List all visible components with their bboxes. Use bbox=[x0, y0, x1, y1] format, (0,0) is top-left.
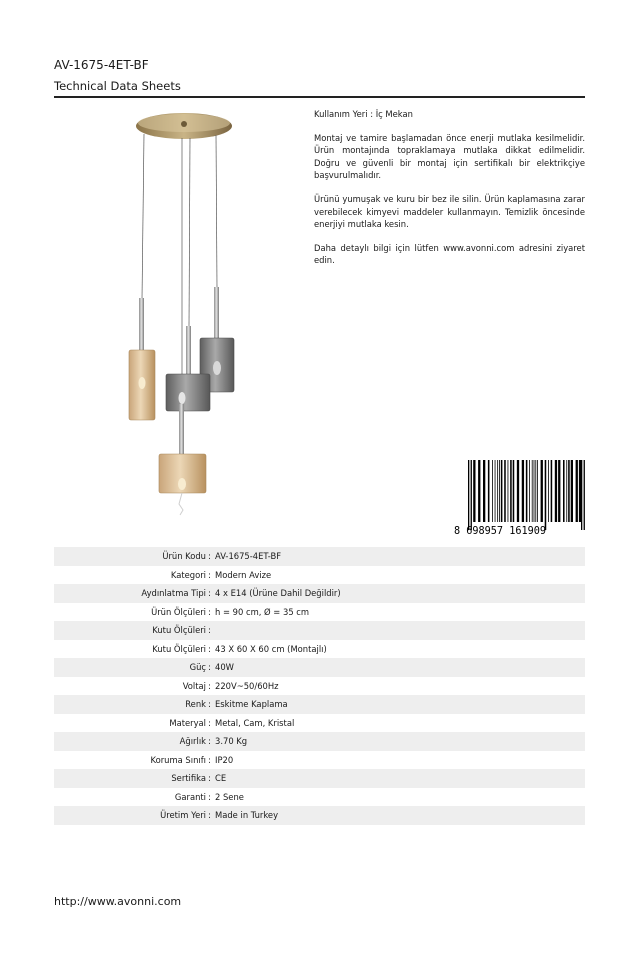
spec-label: Güç bbox=[189, 662, 206, 673]
document-subtitle: Technical Data Sheets bbox=[54, 79, 181, 93]
spec-value: 2 Sene bbox=[215, 791, 244, 802]
spec-row bbox=[54, 732, 585, 751]
spec-label: Garanti bbox=[174, 791, 206, 802]
spec-value: IP20 bbox=[215, 754, 234, 765]
spec-label: Kutu Ölçüleri bbox=[152, 625, 206, 636]
spec-row bbox=[54, 677, 585, 696]
spec-row bbox=[54, 806, 585, 825]
spec-row bbox=[54, 584, 585, 603]
barcode bbox=[454, 460, 586, 536]
spec-row bbox=[54, 769, 585, 788]
spec-label: Ürün Kodu bbox=[162, 551, 206, 562]
usage-description bbox=[314, 108, 585, 278]
product-image bbox=[100, 104, 270, 519]
spec-value: CE bbox=[215, 773, 227, 784]
spec-separator: : bbox=[208, 736, 211, 747]
spec-row bbox=[54, 621, 585, 640]
spec-separator: : bbox=[208, 810, 211, 821]
spec-separator: : bbox=[208, 625, 211, 636]
spec-separator: : bbox=[208, 551, 211, 562]
spec-separator: : bbox=[208, 699, 211, 710]
usage-location: Kullanım Yeri : İç Mekan bbox=[314, 109, 413, 119]
installation-warning: Montaj ve tamire başlamadan önce enerji mutlaka kesilmelidir. Ürün montajında topraklamaya mutlaka dikkat edilmelidir. Doğru ve güvenli bir montaj için sertifikalı bir elektrikçiye başvurulmalıdır. bbox=[314, 132, 585, 181]
spec-separator: : bbox=[208, 754, 211, 765]
spec-separator: : bbox=[208, 588, 211, 599]
spec-value: 43 X 60 X 60 cm (Montajlı) bbox=[215, 643, 327, 654]
spec-label: Renk bbox=[185, 699, 206, 710]
spec-separator: : bbox=[208, 717, 211, 728]
barcode-number: 8 698957 161909 bbox=[454, 526, 547, 536]
spec-label: Kutu Ölçüleri bbox=[152, 643, 206, 654]
spec-row bbox=[54, 547, 585, 566]
spec-separator: : bbox=[208, 791, 211, 802]
spec-label: Sertifika bbox=[171, 773, 206, 784]
spec-label: Voltaj bbox=[182, 680, 206, 691]
spec-value: 40W bbox=[215, 662, 234, 673]
spec-value: Made in Turkey bbox=[215, 810, 279, 821]
cleaning-instructions: Ürünü yumuşak ve kuru bir bez ile silin. Ürün kaplamasına zarar verebilecek kimyevi maddeler kullanmayın. Temizlik öncesinde enerjiyi mutlaka kesin. bbox=[314, 193, 585, 230]
spec-value: 220V~50/60Hz bbox=[215, 680, 279, 691]
spec-label: Koruma Sınıfı bbox=[150, 754, 206, 765]
spec-row bbox=[54, 695, 585, 714]
header-divider bbox=[54, 96, 585, 98]
spec-row bbox=[54, 640, 585, 659]
spec-row bbox=[54, 751, 585, 770]
spec-label: Üretim Yeri bbox=[160, 810, 206, 821]
spec-row bbox=[54, 566, 585, 585]
spec-value: h = 90 cm, Ø = 35 cm bbox=[215, 606, 310, 617]
spec-value: 4 x E14 (Ürüne Dahil Değildir) bbox=[215, 588, 341, 599]
spec-row bbox=[54, 603, 585, 622]
spec-value: Modern Avize bbox=[215, 569, 272, 580]
spec-value: 3.70 Kg bbox=[215, 736, 248, 747]
spec-value: Eskitme Kaplama bbox=[215, 699, 288, 710]
spec-separator: : bbox=[208, 662, 211, 673]
spec-row bbox=[54, 658, 585, 677]
spec-table bbox=[54, 547, 585, 825]
spec-value: Metal, Cam, Kristal bbox=[215, 717, 295, 728]
spec-label: Aydınlatma Tipi bbox=[141, 588, 206, 599]
spec-separator: : bbox=[208, 569, 211, 580]
spec-separator: : bbox=[208, 606, 211, 617]
spec-value: AV-1675-4ET-BF bbox=[215, 551, 282, 562]
spec-separator: : bbox=[208, 680, 211, 691]
pendant-shade-smoke-short bbox=[166, 374, 210, 411]
footer-url[interactable]: http://www.avonni.com bbox=[54, 895, 182, 908]
spec-label: Kategori bbox=[170, 569, 206, 580]
spec-row bbox=[54, 788, 585, 807]
product-code-title: AV-1675-4ET-BF bbox=[54, 58, 149, 72]
spec-separator: : bbox=[208, 643, 211, 654]
spec-label: Materyal bbox=[169, 717, 206, 728]
spec-separator: : bbox=[208, 773, 211, 784]
spec-row bbox=[54, 714, 585, 733]
spec-label: Ürün Ölçüleri bbox=[151, 606, 206, 617]
spec-label: Ağırlık bbox=[179, 736, 206, 747]
website-note: Daha detaylı bilgi için lütfen www.avonni.com adresini ziyaret edin. bbox=[314, 242, 585, 266]
